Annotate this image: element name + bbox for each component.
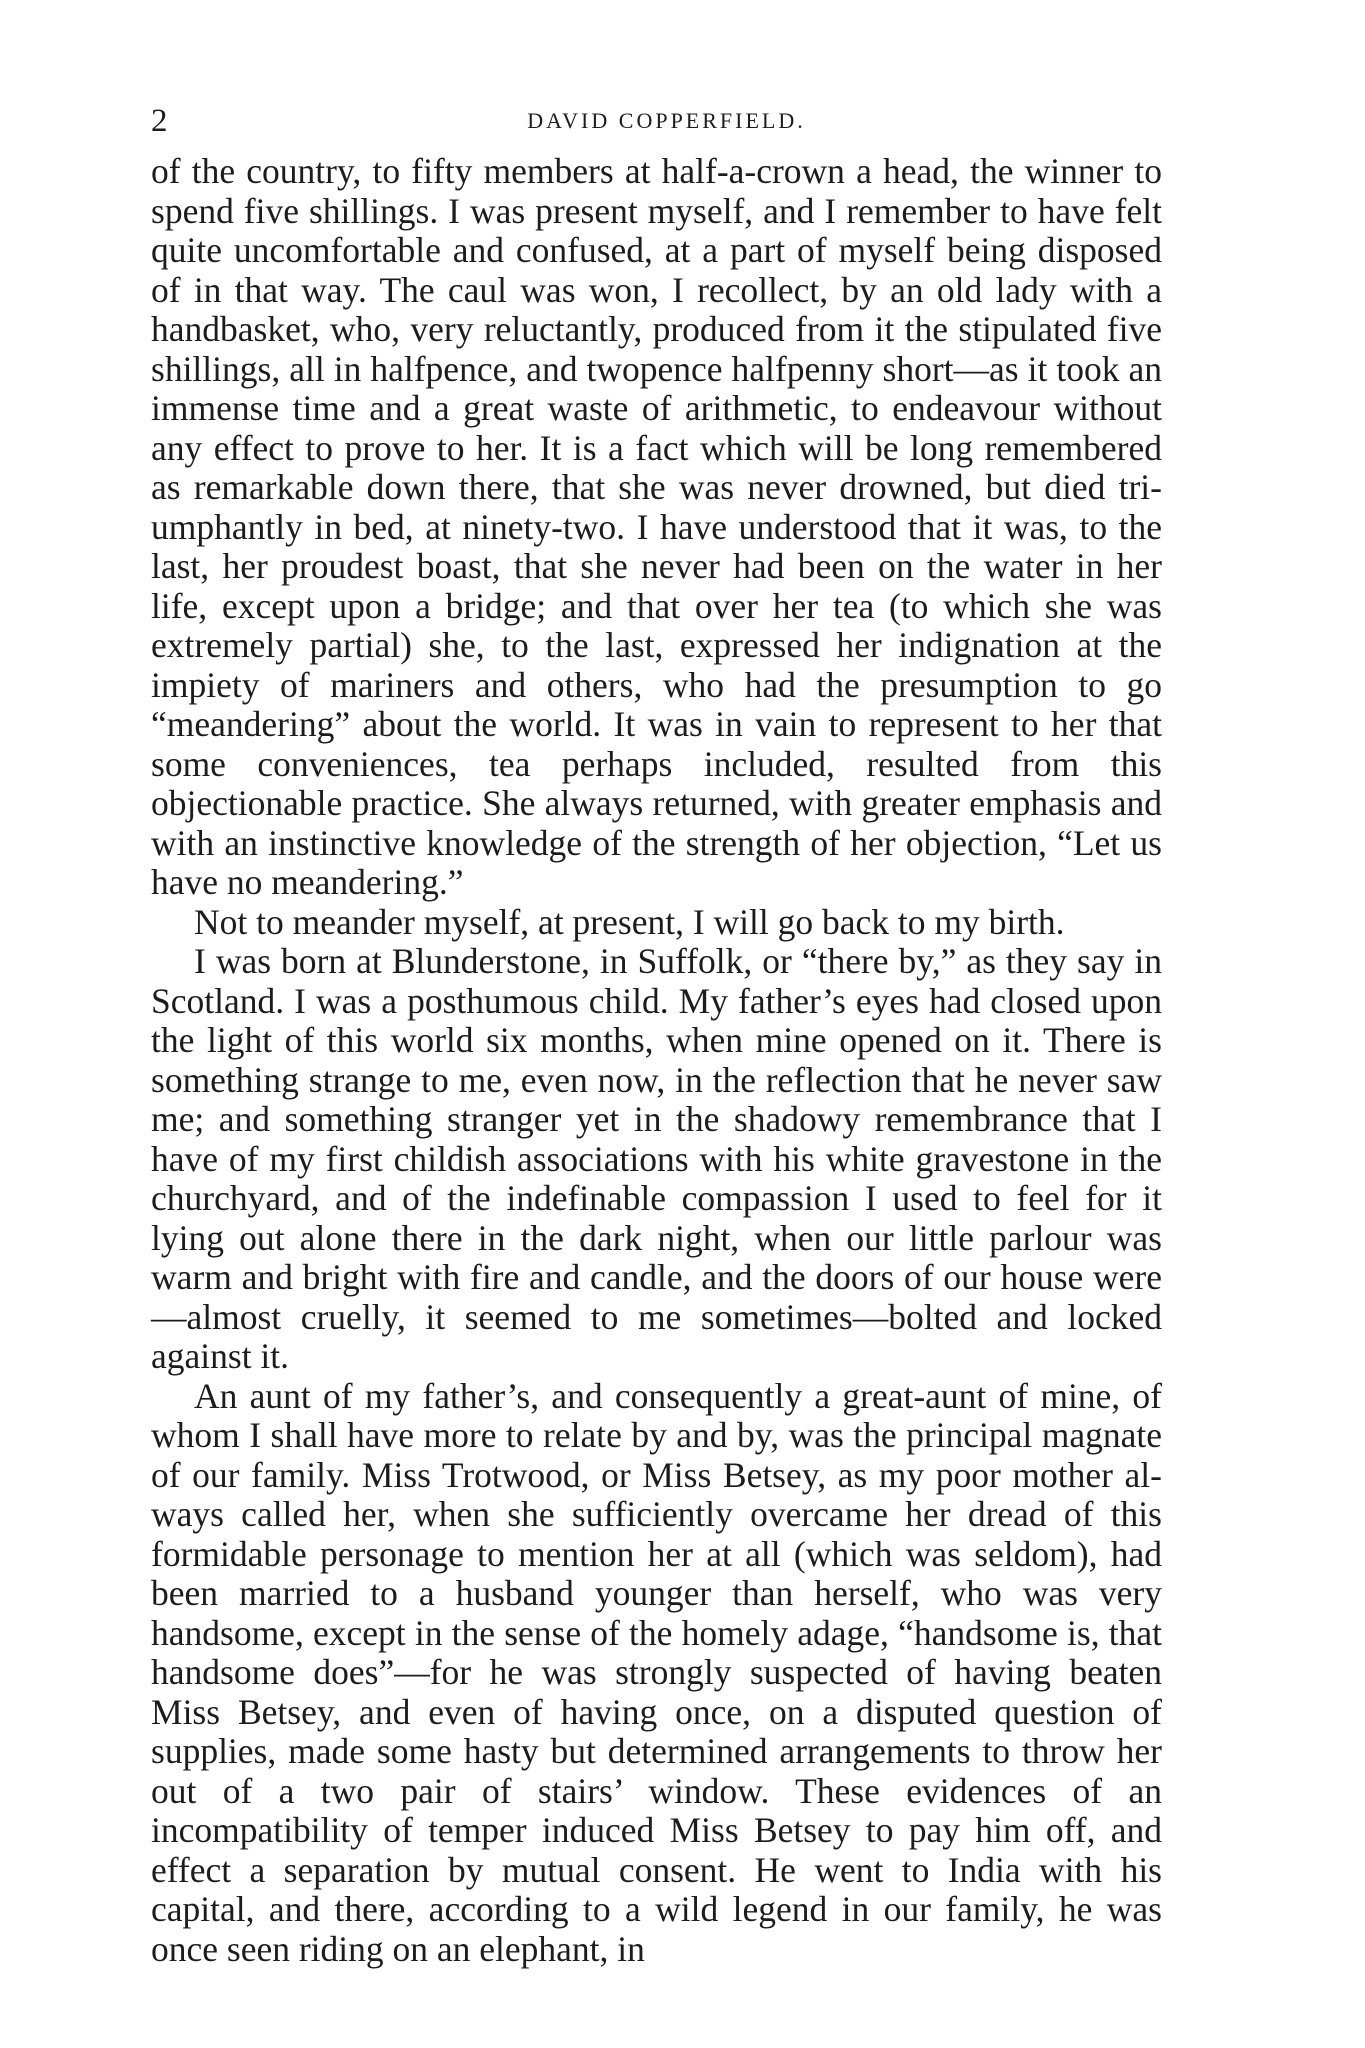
page-number: 2 bbox=[151, 103, 168, 139]
paragraph: An aunt of my father’s, and consequently a great-aunt of mine, of whom I shall have more to relate by and by, was the principal magnate of our family. Miss Trotwood, or Miss Betsey, as my poor mother always called her, when she sufficiently overcame her dread of this formidable personage to mention her at all (which was seldom), had been married to a husband younger than herself, who was very handsome, except in the sense of the homely adage, “handsome is, that handsome does”—for he was strongly suspected of having beaten Miss Betsey, and even of having once, on a disputed question of supplies, made some hasty but determined arrangements to throw her out of a two pair of stairs’ window. These evidences of an incompatibility of temper induced Miss Betsey to pay him off, and effect a separation by mutual consent. He went to India with his capital, and there, according to a wild legend in our family, he was once seen riding on an elephant, in bbox=[151, 1375, 1162, 1969]
running-head bbox=[151, 98, 1162, 144]
paragraph-continued: of the country, to fifty members at half-a-crown a head, the winner to spend five shillings. I was present myself, and I remember to have felt quite uncomfortable and confused, at a part of myself being disposed of in that way. The caul was won, I recollect, by an old lady with a handbasket, who, very reluctantly, produced from it the stipulated five shillings, all in halfpence, and twopence halfpenny short—as it took an immense time and a great waste of arithmetic, to endeavour without any effect to prove to her. It is a fact which will be long remembered as remarkable down there, that she was never drowned, but died triumphantly in bed, at ninety-two. I have understood that it was, to the last, her proudest boast, that she never had been on the water in her life, except upon a bridge; and that over her tea (to which she was extremely partial) she, to the last, expressed her indignation at the impiety of mariners and others, who had the presumption to go “meandering” about the world. It was in vain to represent to her that some conveniences, tea perhaps included, resulted from this objectionable practice. She always returned, with greater emphasis and with an instinctive knowledge of the strength of her objection, “Let us have no meandering.” bbox=[151, 151, 1162, 902]
body-text bbox=[151, 152, 1162, 1969]
book-title: DAVID COPPERFIELD. bbox=[527, 108, 806, 133]
paragraph: I was born at Blunderstone, in Suffolk, or “there by,” as they say in Scotland. I was a posthumous child. My father’s eyes had closed upon the light of this world six months, when mine opened on it. There is something strange to me, even now, in the reflection that he never saw me; and something stranger yet in the shadowy remembrance that I have of my first childish associations with his white gravestone in the churchyard, and of the indefinable compassion I used to feel for it lying out alone there in the dark night, when our little parlour was warm and bright with fire and candle, and the doors of our house were—almost cruelly, it seemed to me sometimes—bolted and locked against it. bbox=[151, 941, 1162, 1376]
book-page bbox=[151, 98, 1162, 1969]
paragraph: Not to meander myself, at present, I will go back to my birth. bbox=[194, 901, 1065, 942]
